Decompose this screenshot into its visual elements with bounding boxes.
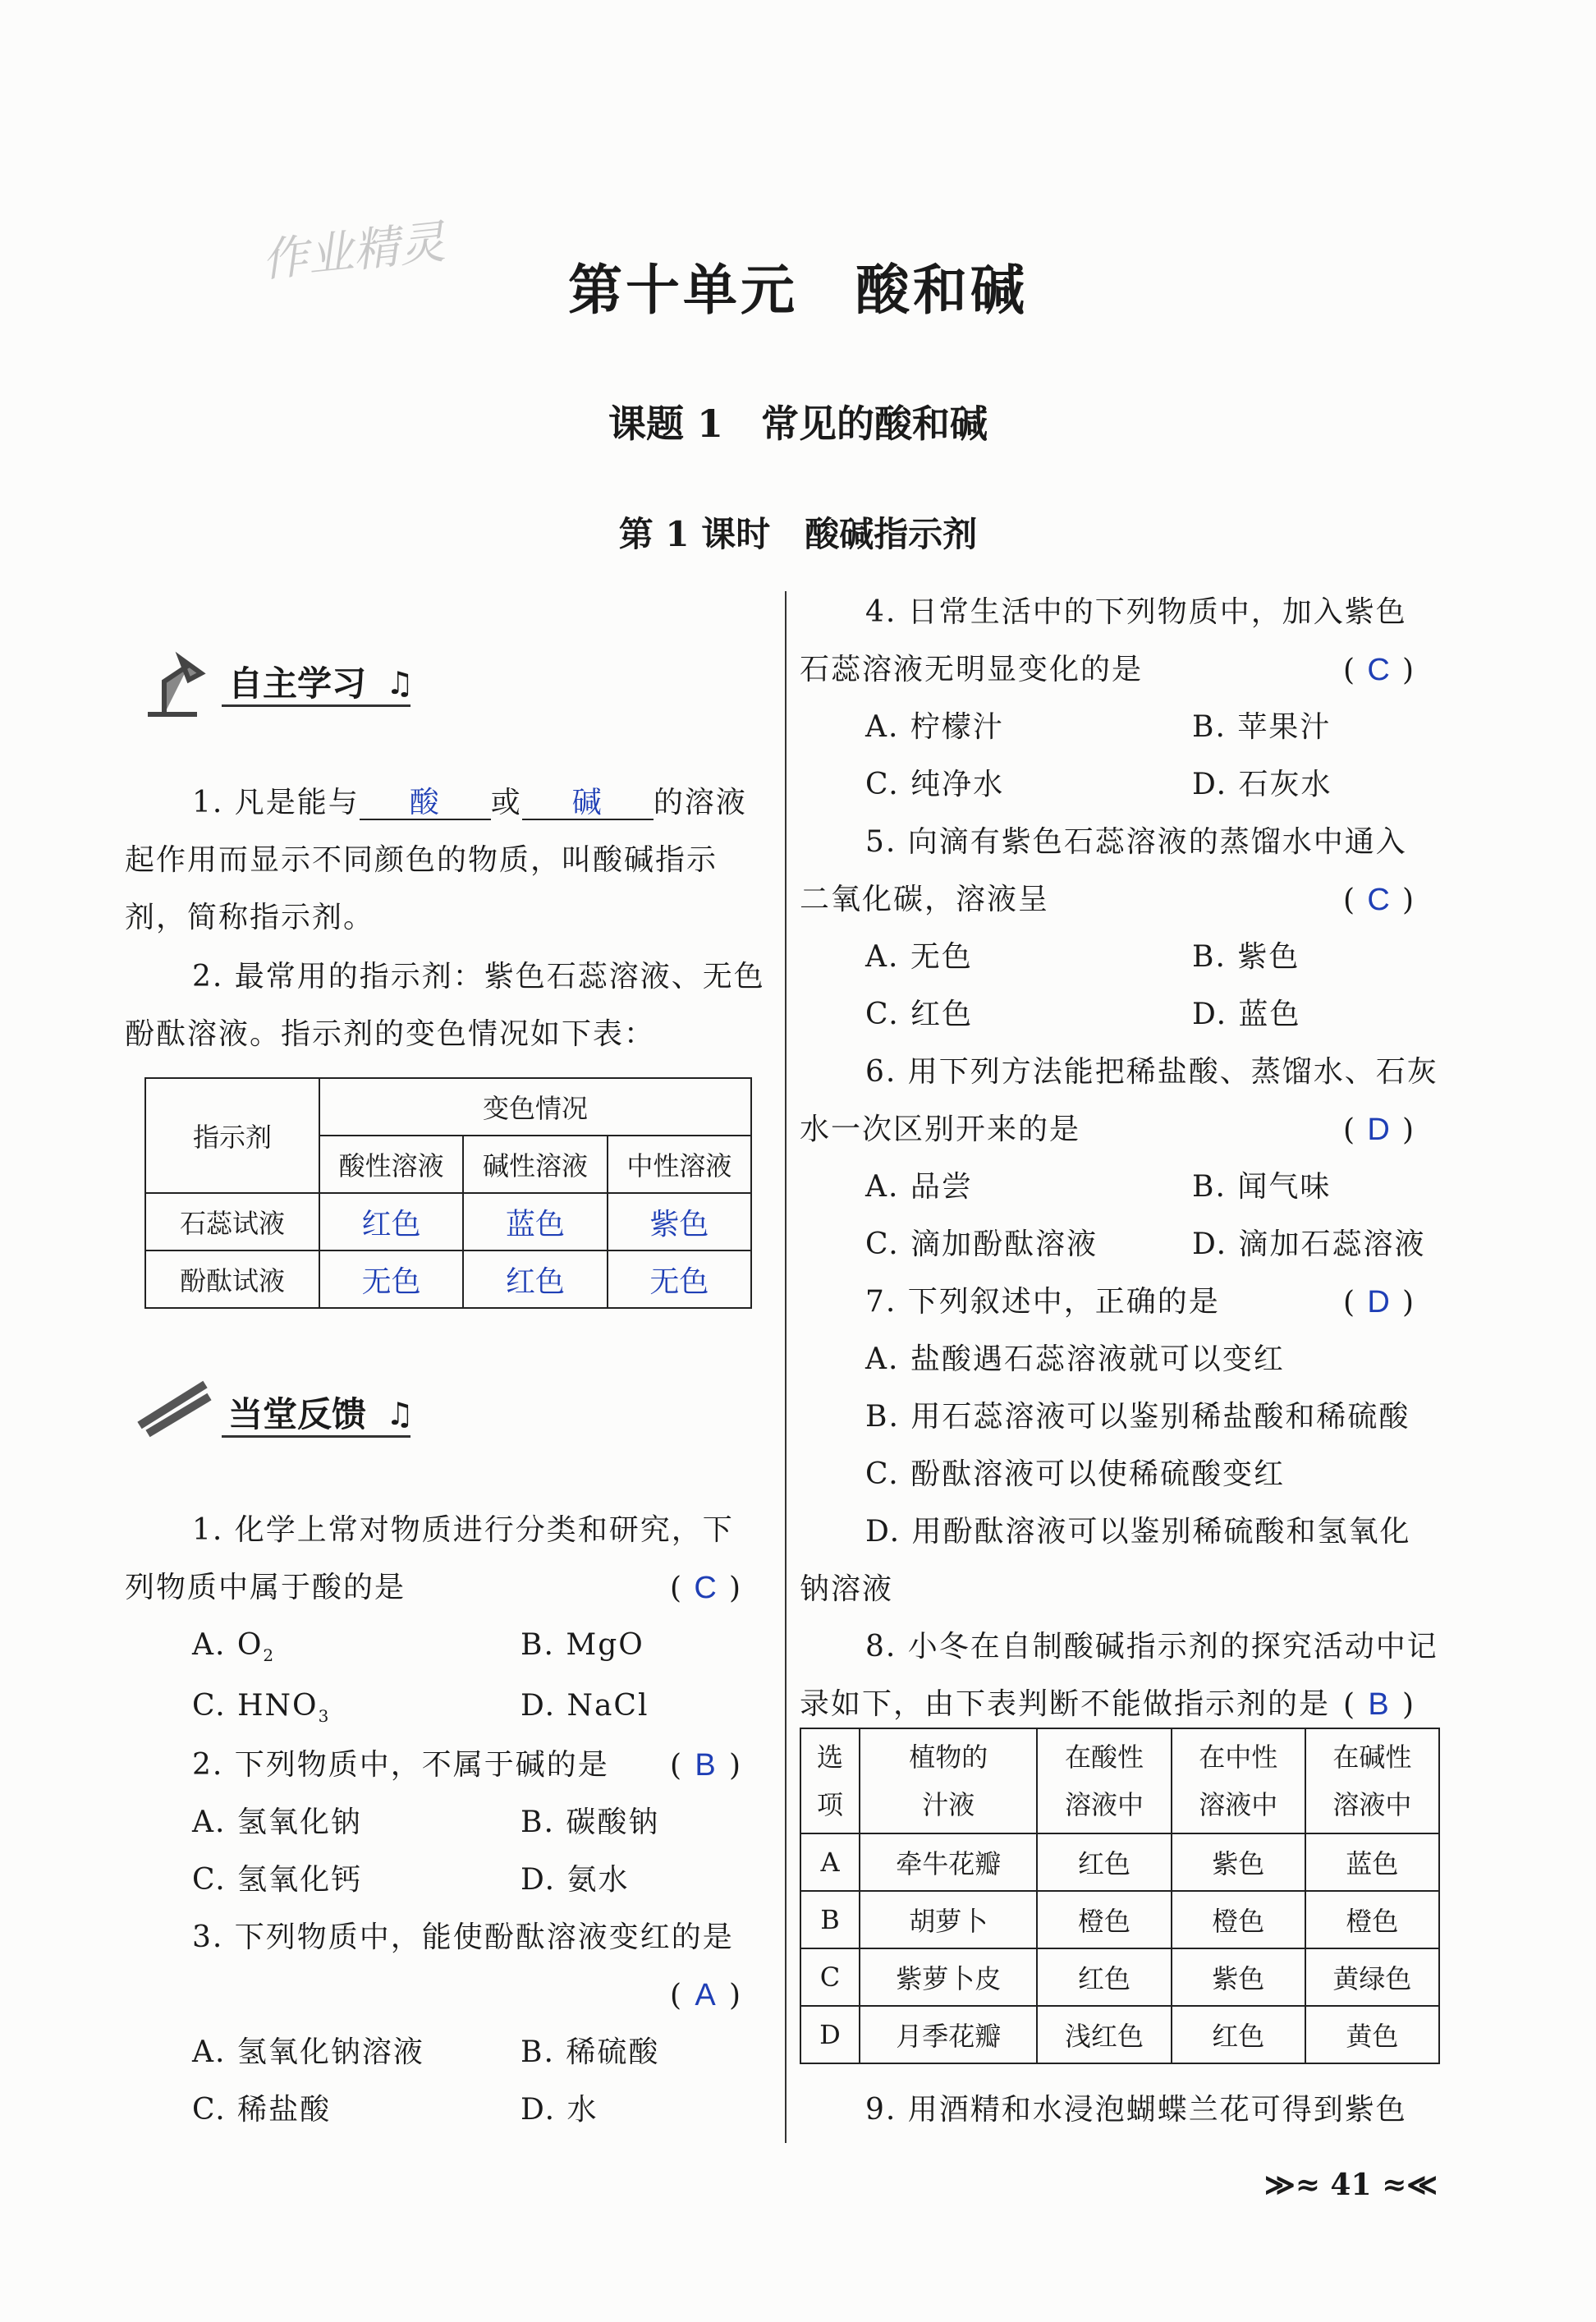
r7-option-d: D. 用酚酞溶液可以鉴别稀硫酸和氢氧化 (865, 1515, 1411, 1549)
f1-answer: ( C ) (670, 1571, 741, 1605)
section-underline (222, 704, 410, 707)
unit-title: 第十单元 酸和碱 (568, 258, 1028, 322)
watermark-logo: 作业精灵 (259, 215, 448, 288)
table-row: 酚酞试液 无色 红色 无色 (145, 1250, 751, 1308)
q1-line2: 起作用而显示不同颜色的物质，叫酸碱指示 (125, 843, 718, 877)
r5-option-b: B. 紫色 (1192, 940, 1300, 974)
ornament-left-icon: ≫≈ (1264, 2168, 1320, 2202)
f2-answer: ( B ) (670, 1748, 741, 1783)
q1-blank-base: 碱 (522, 786, 654, 820)
f3-line1: 3. 下列物质中，能使酚酞溶液变红的是 (192, 1920, 734, 1954)
f1-line2: 列物质中属于酸的是 (125, 1571, 406, 1604)
th-change: 变色情况 (319, 1078, 751, 1136)
music-note-icon: ♫ (386, 665, 415, 701)
f1-option-d: D. NaCl (521, 1689, 649, 1723)
r5-line1: 5. 向滴有紫色石蕊溶液的蒸馏水中通入 (865, 825, 1407, 859)
plant-indicator-table: 选 项 植物的 汁液 在酸性 溶液中 在中性 溶液中 在碱性 溶液中 A 牵牛花瓣 红色 紫色 蓝色 B 胡萝卜 橙色 橙色 橙色 C 紫萝卜皮 红色 紫色 黄绿色 D 月季花瓣 浅红色 红色 黄色 (800, 1728, 1440, 2064)
section-feedback: 当堂反馈 (228, 1394, 367, 1434)
f2-option-a: A. 氢氧化钠 (192, 1806, 362, 1839)
r6-line2: 水一次区别开来的是 (800, 1113, 1081, 1146)
table-row: A 牵牛花瓣 红色 紫色 蓝色 (800, 1833, 1439, 1891)
f3-option-b: B. 稀硫酸 (521, 2035, 660, 2069)
f1-line1: 1. 化学上常对物质进行分类和研究，下 (192, 1513, 734, 1547)
column-divider (785, 591, 787, 2143)
table-row: B 胡萝卜 橙色 橙色 橙色 (800, 1891, 1439, 1948)
pen-icon (131, 1368, 213, 1442)
r7-option-a: A. 盐酸遇石蕊溶液就可以变红 (865, 1342, 1285, 1376)
f2-line1: 2. 下列物质中，不属于碱的是 (192, 1748, 609, 1782)
r4-option-d: D. 石灰水 (1192, 768, 1332, 801)
r7-line1: 7. 下列叙述中，正确的是 (865, 1285, 1220, 1319)
r8-line2: 录如下，由下表判断不能做指示剂的是 (800, 1687, 1331, 1721)
th-acid: 酸性溶液 (319, 1136, 463, 1193)
section-underline (222, 1435, 410, 1438)
r5-line2: 二氧化碳，溶液呈 (800, 883, 1050, 916)
q1-line3: 剂，简称指示剂。 (125, 901, 375, 934)
r8-line1: 8. 小冬在自制酸碱指示剂的探究活动中记 (865, 1630, 1438, 1663)
q1-line1: 1. 凡是能与 酸 或 碱 的溶液 (192, 785, 747, 819)
r6-option-a: A. 品尝 (865, 1170, 973, 1204)
f1-option-a: A. $O_2$ (192, 1628, 276, 1666)
r4-answer: ( C ) (1343, 653, 1415, 687)
r7-option-d-cont: 钠溶液 (800, 1572, 894, 1606)
table-row: 石蕊试液 红色 蓝色 紫色 (145, 1193, 751, 1250)
r4-line2: 石蕊溶液无明显变化的是 (800, 653, 1144, 686)
r4-option-c: C. 纯净水 (865, 768, 1005, 801)
q2-line1: 2. 最常用的指示剂：紫色石蕊溶液、无色 (192, 960, 765, 994)
f3-option-d: D. 水 (521, 2093, 598, 2127)
lesson-title: 课题 1 常见的酸和碱 (608, 402, 988, 446)
ornament-right-icon: ≈≪ (1382, 2168, 1438, 2202)
f2-option-b: B. 碳酸钠 (521, 1806, 660, 1839)
r6-option-b: B. 闻气味 (1192, 1170, 1332, 1204)
q2-line2: 酚酞溶液。指示剂的变色情况如下表： (125, 1017, 656, 1051)
r7-option-c: C. 酚酞溶液可以使稀硫酸变红 (865, 1457, 1286, 1491)
f1-option-c: C. $HNO_3$ (192, 1689, 331, 1727)
r7-answer: ( D ) (1343, 1285, 1415, 1319)
r4-line1: 4. 日常生活中的下列物质中，加入紫色 (865, 595, 1407, 629)
indicator-table (144, 1077, 752, 1309)
r5-option-c: C. 红色 (865, 998, 974, 1031)
r4-option-b: B. 苹果汁 (1192, 710, 1332, 744)
r4-option-a: A. 柠檬汁 (865, 710, 1004, 744)
r7-option-b: B. 用石蕊溶液可以鉴别稀盐酸和稀硫酸 (865, 1400, 1410, 1434)
f2-option-d: D. 氨水 (521, 1863, 630, 1897)
period-title: 第 1 课时 酸碱指示剂 (618, 514, 978, 554)
f3-option-a: A. 氢氧化钠溶液 (192, 2035, 424, 2069)
f1-option-b: B. MgO (521, 1628, 644, 1662)
table-row: C 紫萝卜皮 红色 紫色 黄绿色 (800, 1948, 1439, 2006)
lamp-icon (131, 640, 213, 723)
page-footer (1264, 2168, 1438, 2202)
r6-line1: 6. 用下列方法能把稀盐酸、蒸馏水、石灰 (865, 1055, 1438, 1089)
th-base: 碱性溶液 (463, 1136, 607, 1193)
f2-option-c: C. 氢氧化钙 (192, 1863, 363, 1897)
r6-option-d: D. 滴加石蕊溶液 (1192, 1228, 1426, 1261)
r5-option-a: A. 无色 (865, 940, 973, 974)
music-note-icon: ♫ (386, 1396, 415, 1432)
r9-line1: 9. 用酒精和水浸泡蝴蝶兰花可得到紫色 (865, 2093, 1407, 2127)
f3-option-c: C. 稀盐酸 (192, 2093, 332, 2127)
r6-option-c: C. 滴加酚酞溶液 (865, 1228, 1098, 1261)
r6-answer: ( D ) (1343, 1113, 1415, 1147)
r5-answer: ( C ) (1343, 883, 1415, 917)
section-self-study: 自主学习 (228, 663, 367, 704)
th-indicator: 指示剂 (145, 1078, 319, 1193)
th-neutral: 中性溶液 (608, 1136, 751, 1193)
table-row: D 月季花瓣 浅红色 红色 黄色 (800, 2006, 1439, 2063)
page-number: 41 (1330, 2168, 1372, 2202)
f3-answer: ( A ) (670, 1978, 741, 2012)
q1-blank-acid: 酸 (360, 786, 491, 820)
r5-option-d: D. 蓝色 (1192, 998, 1301, 1031)
r8-answer: ( B ) (1343, 1687, 1415, 1722)
